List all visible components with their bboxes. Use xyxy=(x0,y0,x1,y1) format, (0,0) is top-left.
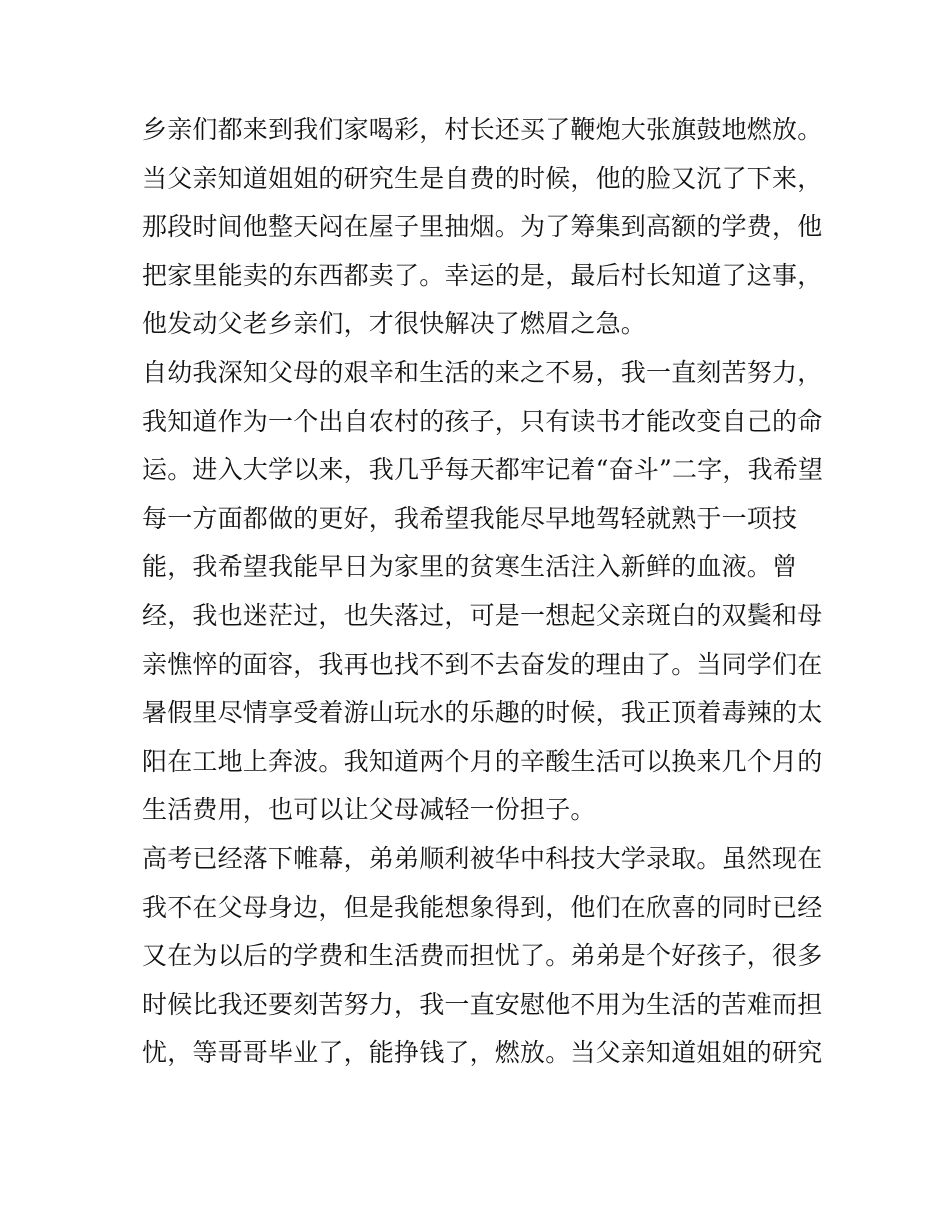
text-line: 又在为以后的学费和生活费而担忧了。弟弟是个好孩子，很多 xyxy=(142,941,823,971)
text-line: 每一方面都做的更好，我希望我能尽早地驾轻就熟于一项技 xyxy=(142,503,798,533)
text-line: 时候比我还要刻苦努力，我一直安慰他不用为生活的苦难而担 xyxy=(142,989,823,1019)
text-line: 亲憔悴的面容，我再也找不到不去奋发的理由了。当同学们在 xyxy=(142,649,823,679)
text-line: 能，我希望我能早日为家里的贫寒生活注入新鲜的血液。曾 xyxy=(142,552,798,582)
text-line: 我知道作为一个出自农村的孩子，只有读书才能改变自己的命 xyxy=(142,406,823,436)
text-line: 把家里能卖的东西都卖了。幸运的是，最后村长知道了这事， xyxy=(142,260,823,290)
text-line: 暑假里尽情享受着游山玩水的乐趣的时候，我正顶着毒辣的太 xyxy=(142,698,823,728)
text-line: 自幼我深知父母的艰辛和生活的来之不易，我一直刻苦努力， xyxy=(142,357,823,387)
text-line: 高考已经落下帷幕，弟弟顺利被华中科技大学录取。虽然现在 xyxy=(142,843,823,873)
text-line: 当父亲知道姐姐的研究生是自费的时候，他的脸又沉了下来， xyxy=(142,163,823,193)
text-line: 经，我也迷茫过，也失落过，可是一想起父亲斑白的双鬓和母 xyxy=(142,600,823,630)
text-line: 他发动父老乡亲们，才很快解决了燃眉之急。 xyxy=(142,309,647,339)
text-line: 运。进入大学以来，我几乎每天都牢记着“奋斗”二字，我希望 xyxy=(142,455,824,485)
text-line: 阳在工地上奔波。我知道两个月的辛酸生活可以换来几个月的 xyxy=(142,746,823,776)
text-line: 那段时间他整天闷在屋子里抽烟。为了筹集到高额的学费，他 xyxy=(142,212,823,242)
text-line: 忧，等哥哥毕业了，能挣钱了，燃放。当父亲知道姐姐的研究 xyxy=(142,1038,823,1068)
text-line: 我不在父母身边，但是我能想象得到，他们在欣喜的同时已经 xyxy=(142,892,823,922)
text-line: 乡亲们都来到我们家喝彩，村长还买了鞭炮大张旗鼓地燃放。 xyxy=(142,115,823,144)
body-text xyxy=(142,106,824,1078)
text-line: 生活费用，也可以让父母减轻一份担子。 xyxy=(142,795,596,825)
